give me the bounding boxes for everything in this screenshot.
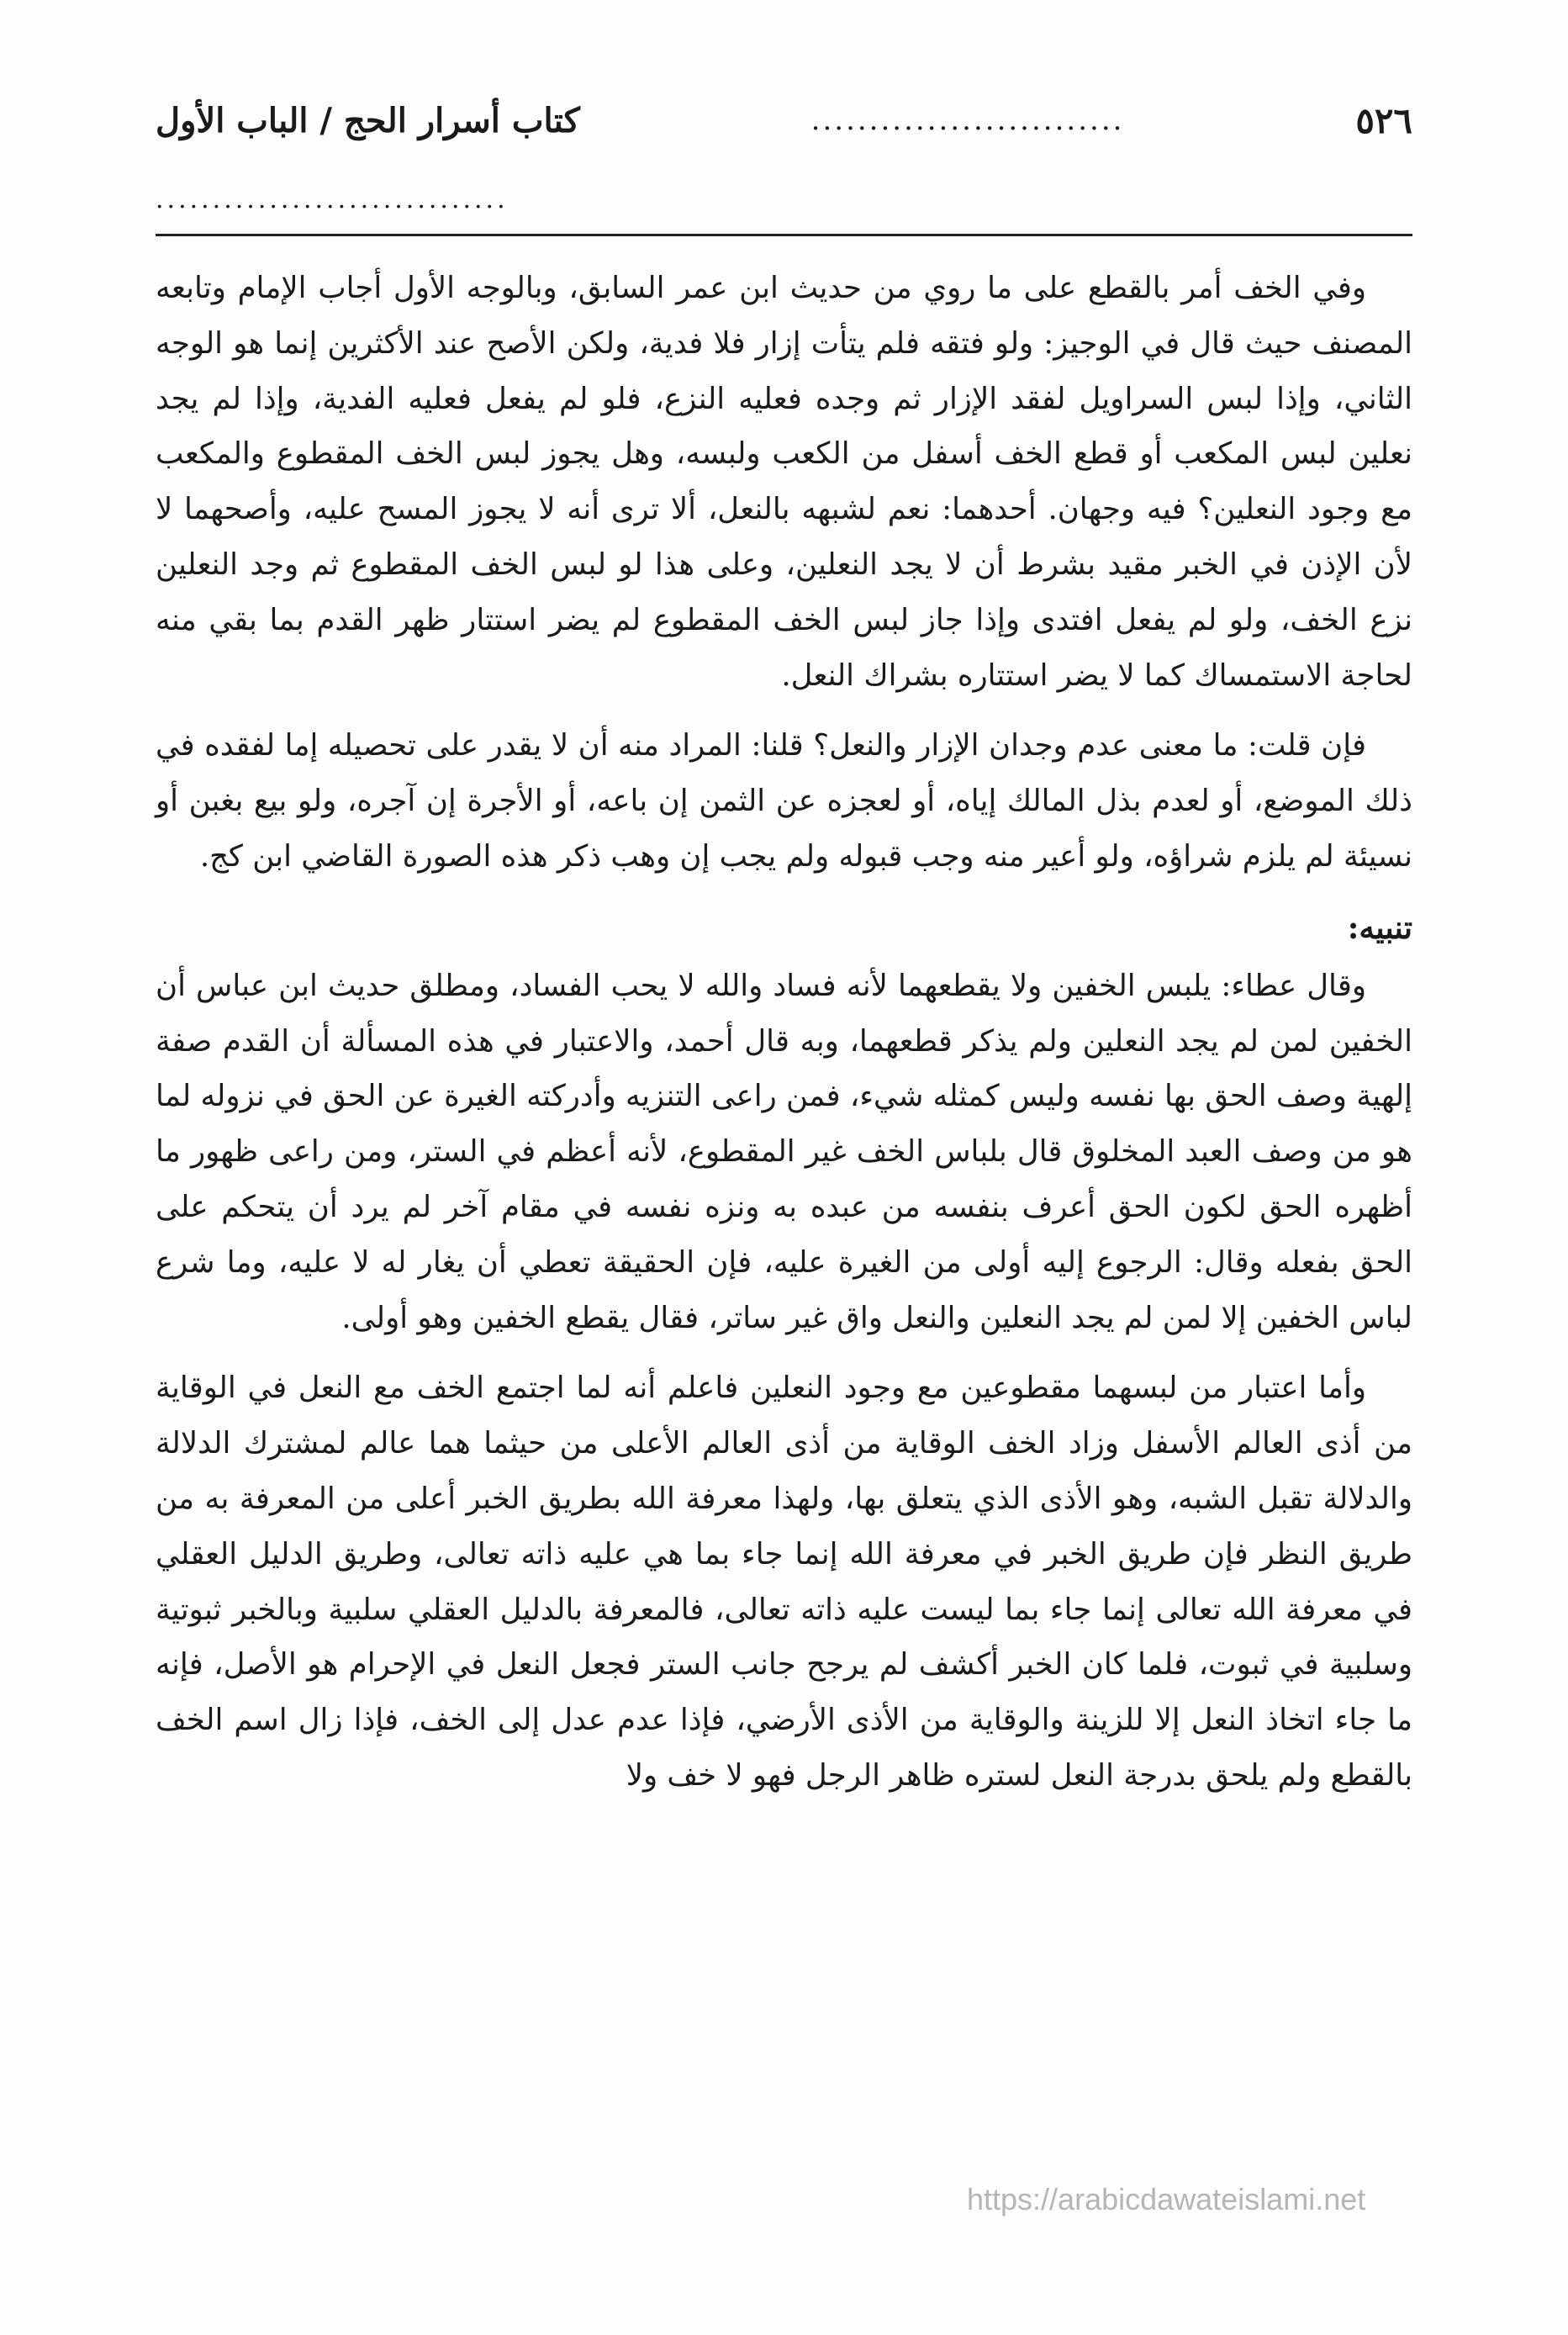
page-body: [156, 261, 1412, 2200]
source-watermark: https://arabicdawateislami.net: [967, 2182, 1366, 2216]
paragraph: وفي الخف أمر بالقطع على ما روي من حديث ابن عمر السابق، وبالوجه الأول أجاب الإمام وتابعه المصنف حيث قال في الوجيز: ولو فتقه فلم يتأت إزار فلا فدية، ولكن الأصح عند الأكثرين إنما هو الوجه الثاني، وإذا لبس السراويل لفقد الإزار ثم وجده فعليه النزع، فلو لم يفعل فعليه الفدية، وإذا لم يجد نعلين لبس المكعب أو قطع الخف أسفل من الكعب ولبسه، وهل يجوز لبس الخف المقطوع والمكعب مع وجود النعلين؟ فيه وجهان. أحدهما: نعم لشبهه بالنعل، ألا ترى أنه لا يجوز المسح عليه، وأصحهما لا لأن الإذن في الخبر مقيد بشرط أن لا يجد النعلين، وعلى هذا لو لبس الخف المقطوع ثم وجد النعلين نزع الخف، ولو لم يفعل افتدى وإذا جاز لبس الخف المقطوع لم يضر استتار ظهر القدم بما بقي منه لحاجة الاستمساك كما لا يضر استتاره بشراك النعل.: [156, 271, 1412, 693]
page-number: ٥٢٦: [1355, 99, 1412, 141]
section-heading: تنبيه:: [1347, 908, 1412, 946]
paragraph: فإن قلت: ما معنى عدم وجدان الإزار والنعل؟ قلنا: المراد منه أن لا يقدر على تحصيله إما لفقده في ذلك الموضع، أو لعدم بذل المالك إياه، أو لعجزه عن الثمن إن باعه، أو الأجرة إن آجره، ولو بيع بغبن أو نسيئة لم يلزم شراؤه، ولو أعير منه وجب قبوله ولم يجب إن وهب ذكر هذه الصورة القاضي ابن كج.: [156, 728, 1412, 874]
header-rule: [156, 234, 1412, 236]
paragraph: وقال عطاء: يلبس الخفين ولا يقطعهما لأنه فساد والله لا يحب الفساد، ومطلق حديث ابن عباس أن الخفين لمن لم يجد النعلين ولم يذكر قطعهما، وبه قال أحمد، والاعتبار في هذه المسألة أن القدم صفة إلهية وصف الحق بها نفسه وليس كمثله شيء، فمن راعى التنزيه وأدركته الغيرة عن الحق في نزوله لما هو من وصف العبد المخلوق قال بلباس الخف غير المقطوع، لأنه أعظم في الستر، ومن راعى ظهور ما أظهره الحق لكون الحق أعرف بنفسه من عبده به ونزه نفسه في مقام آخر لم يرد أن يتحكم على الحق بفعله وقال: الرجوع إليه أولى من الغيرة عليه، فإن الحقيقة تعطي أن يغار له لا عليه، وما شرع لباس الخفين إلا لمن لم يجد النعلين والنعل واق غير ساتر، فقال يقطع الخفين وهو أولى.: [156, 968, 1412, 1335]
header-leader-dots: ...........................: [810, 103, 1125, 137]
header-dotted-line: ...............................: [156, 185, 509, 214]
paragraph: وأما اعتبار من لبسهما مقطوعين مع وجود النعلين فاعلم أنه لما اجتمع الخف مع النعل في الوقاية من أذى العالم الأسفل وزاد الخف الوقاية من أذى العالم الأعلى من حيثما هما عالم لمشترك الدلالة والدلالة تقبل الشبه، وهو الأذى الذي يتعلق بها، ولهذا معرفة الله بطريق الخبر أعلى من المعرفة به من طريق النظر فإن طريق الخبر في معرفة الله إنما جاء بما هي عليه ذاته تعالى، وطريق الدليل العقلي في معرفة الله تعالى إنما جاء بما ليست عليه ذاته تعالى، فالمعرفة بالدليل العقلي سلبية وبالخبر ثبوتية وسلبية في ثبوت، فلما كان الخبر أكشف لم يرجح جانب الستر فجعل النعل في الإحرام هو الأصل، فإنه ما جاء اتخاذ النعل إلا للزينة والوقاية من الأذى الأرضي، فإذا عدم عدل إلى الخف، فإذا زال اسم الخف بالقطع ولم يلحق بدرجة النعل لستره ظاهر الرجل فهو لا خف ولا: [156, 1371, 1412, 1793]
running-head: [156, 91, 1412, 150]
running-title: كتاب أسرار الحج / الباب الأول: [156, 100, 580, 140]
